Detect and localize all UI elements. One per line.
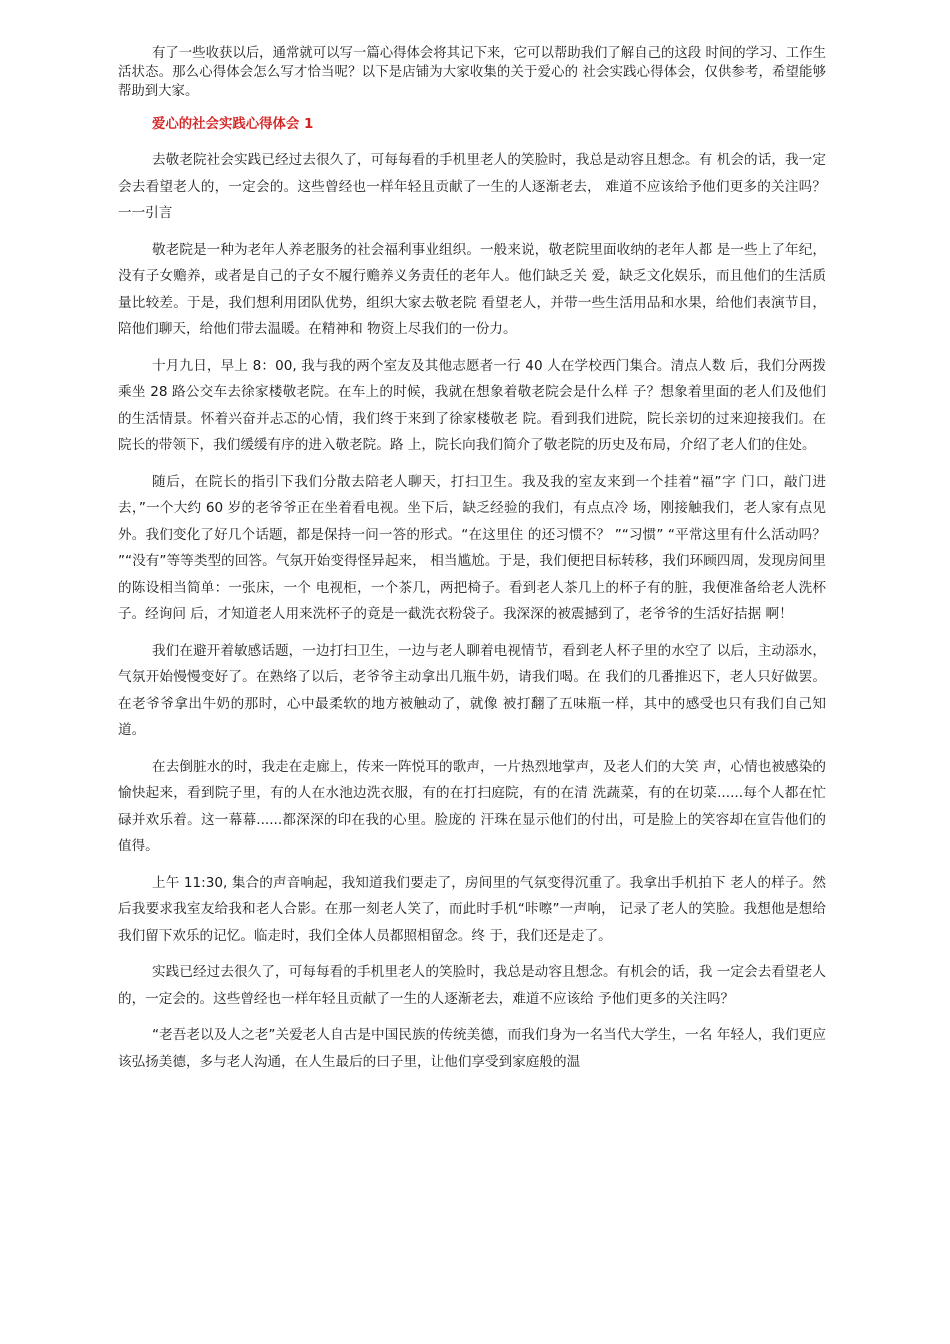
body-paragraph: 上午 11:30, 集合的声音响起，我知道我们要走了，房间里的气氛变得沉重了。我拿出手机拍下 老人的样子。然后我要求我室友给我和老人合影。在那一刻老人笑了，而此时手机“咔嚓”一声响， 记录了老人的笑脸。我想他是想给我们留下欢乐的记忆。临走时，我们全体人员都照相留念。终 于，我们还是走了。	[118, 874, 826, 944]
body-paragraph: 去敬老院社会实践已经过去很久了，可每每看的手机里老人的笑脸时，我总是动容且想念。有 机会的话，我一定会去看望老人的，一定会的。这些曾经也一样年轻且贡献了一生的人逐渐老去， 难道不应该给予他们更多的关注吗？一一引言	[118, 152, 826, 221]
body-paragraph: 在去倒脏水的时，我走在走廊上，传来一阵悦耳的歌声，一片热烈地掌声，及老人们的大笑 声，心情也被感染的愉快起来，看到院子里，有的人在水池边洗衣服，有的在打扫庭院，有的在清 洗蔬菜，有的在切菜......每个人都在忙碌并欢乐着。这一幕幕......都深深的印在我的心里。脸庞的 汗珠在显示他们的付出，可是脸上的笑容却在宣告他们的值得。	[118, 758, 826, 854]
body-paragraph: 十月九日，早上 8：00, 我与我的两个室友及其他志愿者一行 40 人在学校西门集合。清点人数 后，我们分两拨乘坐 28 路公交车去徐家楼敬老院。在车上的时候，我就在想象着敬老院会是什么样 子？想象着里面的老人们及他们的生活情景。怀着兴奋并忐忑的心情，我们终于来到了徐家楼敬老 院。看到我们进院，院长亲切的过来迎接我们。在院长的带领下，我们缓缓有序的进入敬老院。路 上，院长向我们简介了敬老院的历史及布局，介绍了老人们的住处。	[118, 357, 826, 453]
body-paragraph: 我们在避开着敏感话题，一边打扫卫生，一边与老人聊着电视情节，看到老人杯子里的水空了 以后，主动添水，气氛开始慢慢变好了。在熟络了以后，老爷爷主动拿出几瓶牛奶，请我们喝。在 我们的几番推迟下，老人只好做罢。在老爷爷拿出牛奶的那时，心中最柔软的地方被触动了，就像 被打翻了五味瓶一样，其中的感受也只有我们自己知道。	[118, 642, 826, 738]
body-paragraph: 随后，在院长的指引下我们分散去陪老人聊天，打扫卫生。我及我的室友来到一个挂着“福”字 门口，敲门进去，”一个大约 60 岁的老爷爷正在坐着看电视。坐下后，缺乏经验的我们，有点点冷 场，刚接触我们，老人家有点见外。我们变化了好几个话题，都是保持一问一答的形式。“在这里住 的还习惯不？ ”“习惯” “平常这里有什么活动吗？ ”“没有”等等类型的回答。气氛开始变得怪异起来， 相当尴尬。于是，我们便把目标转移，我们环顾四周，发现房间里的陈设相当简单：一张床，一个 电视柜，一个茶几，两把椅子。看到老人茶几上的杯子有的脏，我便准备给老人洗杯子。经询问 后，才知道老人用来洗杯子的竟是一截洗衣粉袋子。我深深的被震撼到了，老爷爷的生活好拮据 啊！	[118, 473, 826, 622]
body-paragraph: “老吾老以及人之老”关爱老人自古是中国民族的传统美德，而我们身为一名当代大学生，一名 年轻人，我们更应该弘扬美德，多与老人沟通，在人生最后的曰子里，让他们享受到家庭般的温	[118, 1027, 826, 1070]
intro-paragraph: 有了一些收获以后，通常就可以写一篇心得体会将其记下来，它可以帮助我们了解自己的这段 时间的学习、工作生活状态。那么心得体会怎么写才恰当呢？以下是店铺为大家收集的关于爱心的 社会实践心得体会，仅供参考，希望能够帮助到大家。	[118, 46, 826, 99]
section-heading: 爱心的社会实践心得体会 1	[152, 117, 314, 132]
body-paragraph: 实践已经过去很久了，可每每看的手机里老人的笑脸时，我总是动容且想念。有机会的话，我 一定会去看望老人的，一定会的。这些曾经也一样年轻且贡献了一生的人逐渐老去，难道不应该给 予他们更多的关注吗？	[118, 964, 826, 1007]
document-page	[118, 44, 826, 1085]
body-paragraph: 敬老院是一种为老年人养老服务的社会福利事业组织。一般来说，敬老院里面收纳的老年人都 是一些上了年纪，没有子女赡养，或者是自己的子女不履行赡养义务责任的老年人。他们缺乏关 爱，缺乏文化娱乐，而且他们的生活质量比较差。于是，我们想利用团队优势，组织大家去敬老院 看望老人，并带一些生活用品和水果，给他们表演节目，陪他们聊天，给他们带去温暖。在精神和 物资上尽我们的一份力。	[118, 241, 826, 337]
